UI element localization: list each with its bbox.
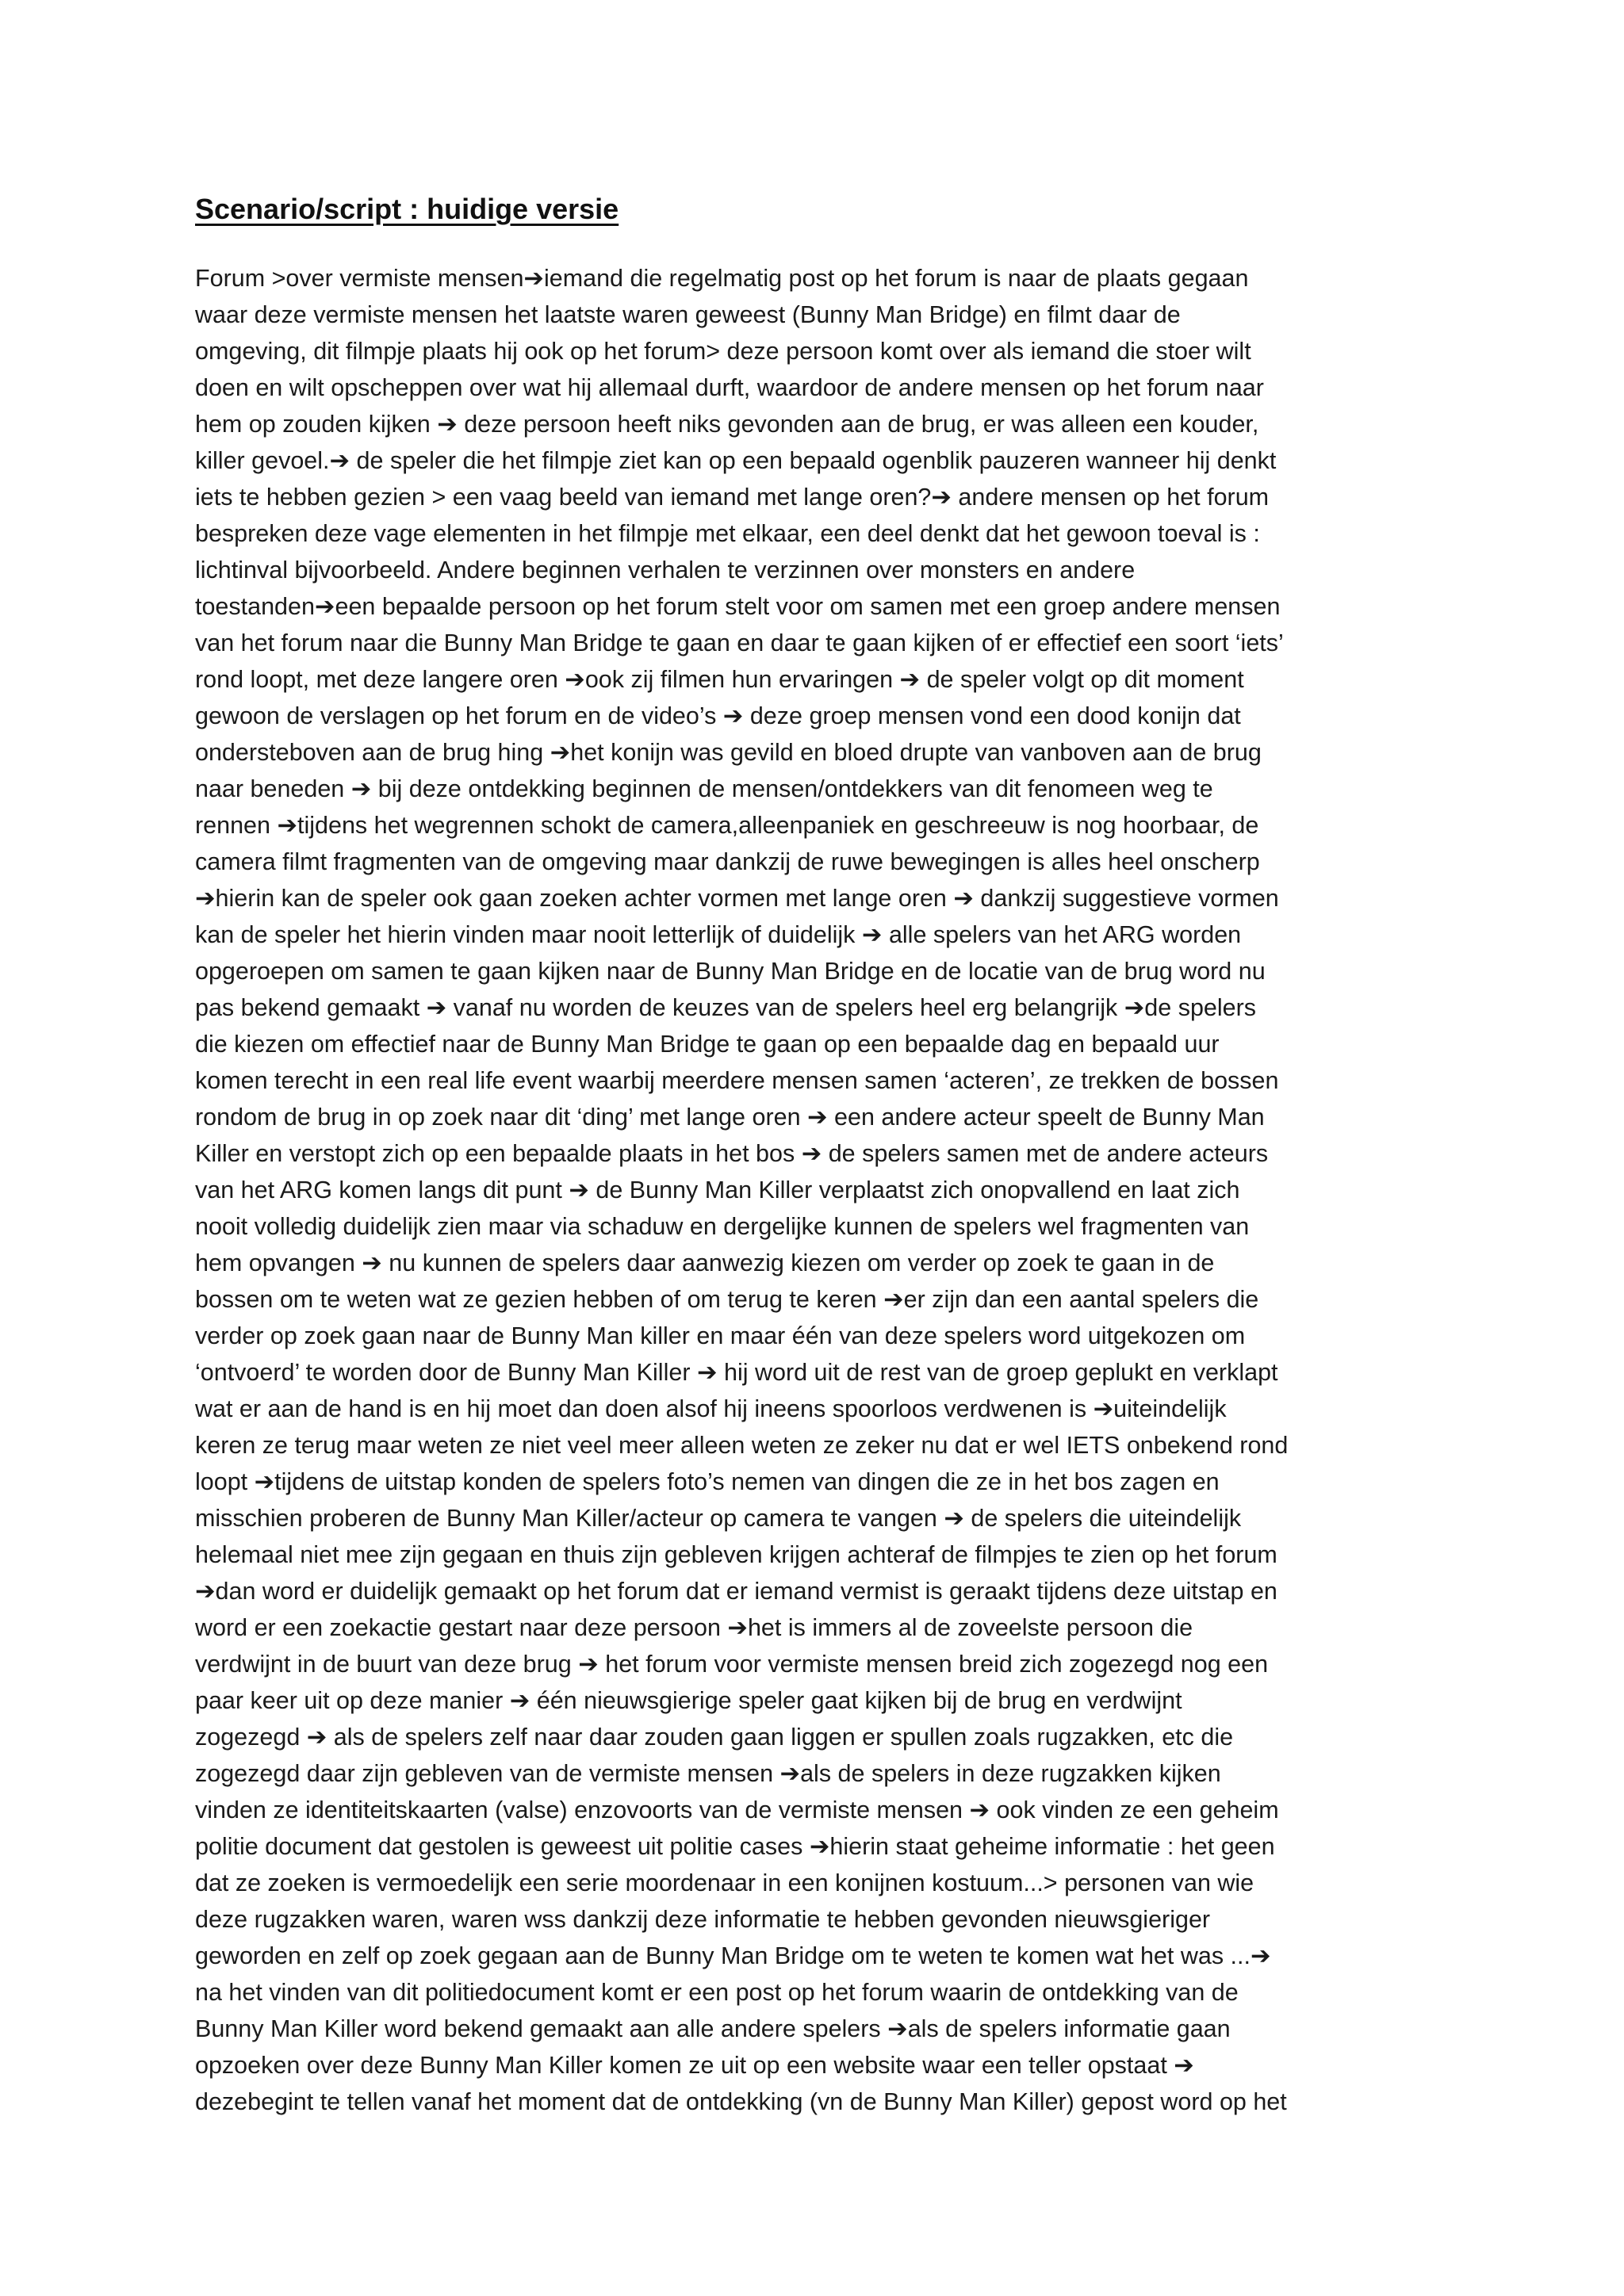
- text-line: van het forum naar die Bunny Man Bridge te gaan en daar te gaan kijken of er effectief een soort ‘iets’: [195, 629, 1284, 656]
- text-line: lichtinval bijvoorbeeld. Andere beginnen verhalen te verzinnen over monsters en andere: [195, 557, 1136, 584]
- text-line: iets te hebben gezien > een vaag beeld van iemand met lange oren?➔ andere mensen op het forum: [195, 484, 1270, 511]
- text-line: paar keer uit op deze manier ➔ één nieuwsgierige speler gaat kijken bij de brug en verdwijnt: [195, 1687, 1182, 1714]
- text-line: na het vinden van dit politiedocument komt er een post op het forum waarin de ontdekking van de: [195, 1979, 1239, 2006]
- text-line: loopt ➔tijdens de uitstap konden de spelers foto’s nemen van dingen die ze in het bos zagen en: [195, 1468, 1220, 1495]
- text-line: killer gevoel.➔ de speler die het filmpje ziet kan op een bepaald ogenblik pauzeren wanneer hij denkt: [195, 447, 1277, 474]
- text-line: word er een zoekactie gestart naar deze persoon ➔het is immers al de zoveelste persoon die: [195, 1614, 1193, 1641]
- text-line: toestanden➔een bepaalde persoon op het forum stelt voor om samen met een groep andere mensen: [195, 593, 1281, 620]
- text-line: ➔hierin kan de speler ook gaan zoeken achter vormen met lange oren ➔ dankzij suggestieve vormen: [195, 885, 1279, 912]
- text-line: waar deze vermiste mensen het laatste waren geweest (Bunny Man Bridge) en filmt daar de: [195, 301, 1181, 328]
- text-line: kan de speler het hierin vinden maar nooit letterlijk of duidelijk ➔ alle spelers van het ARG worden: [195, 921, 1242, 948]
- text-line: die kiezen om effectief naar de Bunny Man Bridge te gaan op een bepaalde dag en bepaald uur: [195, 1031, 1220, 1058]
- text-line: zogezegd daar zijn gebleven van de vermiste mensen ➔als de spelers in deze rugzakken kijken: [195, 1760, 1221, 1787]
- text-line: helemaal niet mee zijn gegaan en thuis zijn gebleven krijgen achteraf de filmpjes te zien op het forum: [195, 1541, 1277, 1568]
- text-line: ondersteboven aan de brug hing ➔het konijn was gevild en bloed drupte van vanboven aan de brug: [195, 739, 1262, 766]
- text-line: dezebegint te tellen vanaf het moment dat de ontdekking (vn de Bunny Man Killer) gepost word op het: [195, 2088, 1287, 2115]
- text-line: misschien proberen de Bunny Man Killer/acteur op camera te vangen ➔ de spelers die uiteindelijk: [195, 1505, 1242, 1532]
- text-line: dat ze zoeken is vermoedelijk een serie moordenaar in een konijnen kostuum...> personen van wie: [195, 1869, 1254, 1896]
- text-line: ‘ontvoerd’ te worden door de Bunny Man Killer ➔ hij word uit de rest van de groep geplukt en verklapt: [195, 1359, 1278, 1386]
- text-line: rondom de brug in op zoek naar dit ‘ding’ met lange oren ➔ een andere acteur speelt de Bunny Man: [195, 1104, 1265, 1131]
- text-line: bespreken deze vage elementen in het filmpje met elkaar, een deel denkt dat het gewoon toeval is :: [195, 520, 1260, 547]
- text-line: geworden en zelf op zoek gegaan aan de Bunny Man Bridge om te weten te komen wat het was ...➔: [195, 1942, 1271, 1969]
- text-line: nooit volledig duidelijk zien maar via schaduw en dergelijke kunnen de spelers wel fragmenten van: [195, 1213, 1250, 1240]
- text-line: ➔dan word er duidelijk gemaakt op het forum dat er iemand vermist is geraakt tijdens deze uitstap en: [195, 1578, 1277, 1605]
- text-line: doen en wilt opscheppen over wat hij allemaal durft, waardoor de andere mensen op het forum naar: [195, 374, 1264, 401]
- text-line: keren ze terug maar weten ze niet veel meer alleen weten ze zeker nu dat er wel IETS onbekend rond: [195, 1432, 1289, 1459]
- text-line: hem op zouden kijken ➔ deze persoon heeft niks gevonden aan de brug, er was alleen een kouder,: [195, 411, 1259, 438]
- text-line: pas bekend gemaakt ➔ vanaf nu worden de keuzes van de spelers heel erg belangrijk ➔de spelers: [195, 994, 1257, 1021]
- text-line: deze rugzakken waren, waren wss dankzij deze informatie te hebben gevonden nieuwsgieriger: [195, 1906, 1211, 1933]
- text-line: zogezegd ➔ als de spelers zelf naar daar zouden gaan liggen er spullen zoals rugzakken, etc die: [195, 1724, 1234, 1751]
- document-body: [195, 260, 1464, 2120]
- text-line: hem opvangen ➔ nu kunnen de spelers daar aanwezig kiezen om verder op zoek te gaan in de: [195, 1249, 1215, 1276]
- text-line: Killer en verstopt zich op een bepaalde plaats in het bos ➔ de spelers samen met de andere acteurs: [195, 1140, 1269, 1167]
- text-line: rond loopt, met deze langere oren ➔ook zij filmen hun ervaringen ➔ de speler volgt op dit moment: [195, 666, 1244, 693]
- text-line: wat er aan de hand is en hij moet dan doen alsof hij ineens spoorloos verdwenen is ➔uiteindelijk: [195, 1395, 1227, 1422]
- text-line: camera filmt fragmenten van de omgeving maar dankzij de ruwe bewegingen is alles heel onscherp: [195, 848, 1260, 875]
- text-line: verder op zoek gaan naar de Bunny Man killer en maar één van deze spelers word uitgekozen om: [195, 1322, 1246, 1349]
- text-line: politie document dat gestolen is geweest uit politie cases ➔hierin staat geheime informatie : het geen: [195, 1833, 1275, 1860]
- text-line: bossen om te weten wat ze gezien hebben of om terug te keren ➔er zijn dan een aantal spelers die: [195, 1286, 1259, 1313]
- text-line: Bunny Man Killer word bekend gemaakt aan alle andere spelers ➔als de spelers informatie gaan: [195, 2015, 1231, 2042]
- text-line: opgeroepen om samen te gaan kijken naar de Bunny Man Bridge en de locatie van de brug word nu: [195, 958, 1266, 985]
- text-line: komen terecht in een real life event waarbij meerdere mensen samen ‘acteren’, ze trekken de bossen: [195, 1067, 1279, 1094]
- document-title: Scenario/script : huidige versie: [195, 193, 619, 225]
- text-line: verdwijnt in de buurt van deze brug ➔ het forum voor vermiste mensen breid zich zogezegd nog een: [195, 1651, 1269, 1678]
- text-line: Forum >over vermiste mensen➔iemand die regelmatig post op het forum is naar de plaats gegaan: [195, 265, 1249, 292]
- text-line: opzoeken over deze Bunny Man Killer komen ze uit op een website waar een teller opstaat ➔: [195, 2052, 1194, 2079]
- text-line: vinden ze identiteitskaarten (valse) enzovoorts van de vermiste mensen ➔ ook vinden ze een geheim: [195, 1797, 1279, 1823]
- text-line: naar beneden ➔ bij deze ontdekking beginnen de mensen/ontdekkers van dit fenomeen weg te: [195, 775, 1213, 802]
- text-line: van het ARG komen langs dit punt ➔ de Bunny Man Killer verplaatst zich onopvallend en laat zich: [195, 1177, 1240, 1203]
- text-line: rennen ➔tijdens het wegrennen schokt de camera,alleenpaniek en geschreeuw is nog hoorbaar, de: [195, 812, 1259, 839]
- text-line: omgeving, dit filmpje plaats hij ook op het forum> deze persoon komt over als iemand die stoer wilt: [195, 338, 1251, 365]
- text-line: gewoon de verslagen op het forum en de video’s ➔ deze groep mensen vond een dood konijn dat: [195, 702, 1241, 729]
